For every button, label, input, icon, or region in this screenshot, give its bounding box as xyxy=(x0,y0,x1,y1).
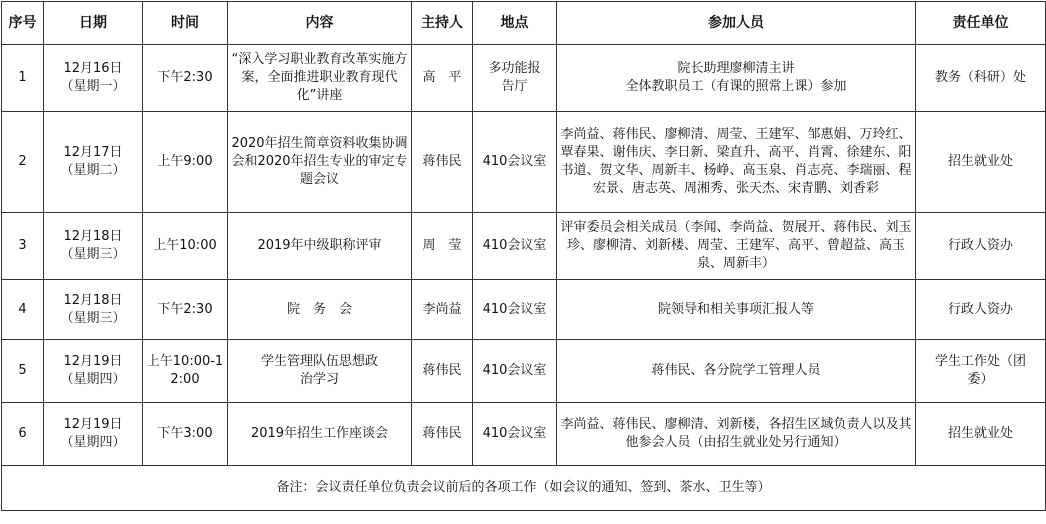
table-row xyxy=(2,45,1046,112)
cell-date xyxy=(44,340,143,403)
cell-content: 2020年招生简章资料收集协调会和2020年招生专业的审定专题会议 xyxy=(228,112,412,213)
cell-place: 多功能报告厅 xyxy=(473,45,557,112)
header-unit: 责任单位 xyxy=(916,2,1046,45)
weekday-text: （星期一） xyxy=(60,79,126,94)
cell-unit: 学生工作处（团委） xyxy=(916,340,1046,403)
note-row xyxy=(2,466,1046,511)
date-text: 12月18日 xyxy=(63,229,123,244)
cell-date xyxy=(44,112,143,213)
cell-date xyxy=(44,403,143,466)
cell-time: 下午2:30 xyxy=(143,280,228,340)
cell-content: 2019年中级职称评审 xyxy=(228,213,412,280)
cell-place: 410会议室 xyxy=(473,340,557,403)
header-participants: 参加人员 xyxy=(557,2,916,45)
header-no: 序号 xyxy=(2,2,44,45)
table-row xyxy=(2,213,1046,280)
header-time: 时间 xyxy=(143,2,228,45)
cell-time: 上午10:00 xyxy=(143,213,228,280)
cell-unit: 行政人资办 xyxy=(916,280,1046,340)
table-row xyxy=(2,112,1046,213)
cell-no: 5 xyxy=(2,340,44,403)
cell-content: 院 务 会 xyxy=(228,280,412,340)
header-place: 地点 xyxy=(473,2,557,45)
table-note: 备注：会议责任单位负责会议前后的各项工作（如会议的通知、签到、茶水、卫生等） xyxy=(2,466,1046,511)
cell-host: 高 平 xyxy=(412,45,473,112)
header-host: 主持人 xyxy=(412,2,473,45)
cell-place: 410会议室 xyxy=(473,280,557,340)
cell-no: 4 xyxy=(2,280,44,340)
cell-participants: 院领导和相关事项汇报人等 xyxy=(557,280,916,340)
cell-host: 蒋伟民 xyxy=(412,112,473,213)
cell-participants: 蒋伟民、各分院学工管理人员 xyxy=(557,340,916,403)
header-date: 日期 xyxy=(44,2,143,45)
participant-line: 院长助理廖柳清主讲 xyxy=(677,61,795,76)
cell-unit: 招生就业处 xyxy=(916,403,1046,466)
table-row xyxy=(2,340,1046,403)
cell-date xyxy=(44,213,143,280)
header-row xyxy=(2,2,1046,45)
weekday-text: （星期三） xyxy=(60,247,126,262)
cell-participants: 李尚益、蒋伟民、廖柳清、周莹、王建军、邹惠娟、万玲红、覃春果、谢伟庆、李日新、梁直升、高平、肖霄、徐建东、阳书道、贺文华、周新丰、杨峥、高玉泉、肖志亮、李瑞丽、程宏景、唐志英、周湘秀、张天杰、宋青鹏、刘香彩 xyxy=(557,112,916,213)
cell-content: 学生管理队伍思想政治学习 xyxy=(228,340,412,403)
cell-host: 蒋伟民 xyxy=(412,403,473,466)
header-content: 内容 xyxy=(228,2,412,45)
participant-line: 全体教职员工（有课的照常上课）参加 xyxy=(625,79,847,94)
cell-participants: 评审委员会相关成员（李闻、李尚益、贺展开、蒋伟民、刘玉珍、廖柳清、刘新楼、周莹、王建军、高平、曾超益、高玉泉、周新丰） xyxy=(557,213,916,280)
cell-date xyxy=(44,280,143,340)
cell-time: 上午10:00-12:00 xyxy=(143,340,228,403)
cell-no: 1 xyxy=(2,45,44,112)
cell-host: 蒋伟民 xyxy=(412,340,473,403)
cell-time: 下午3:00 xyxy=(143,403,228,466)
cell-unit: 招生就业处 xyxy=(916,112,1046,213)
cell-date xyxy=(44,45,143,112)
cell-no: 2 xyxy=(2,112,44,213)
cell-unit: 行政人资办 xyxy=(916,213,1046,280)
weekday-text: （星期四） xyxy=(60,372,126,387)
date-text: 12月19日 xyxy=(63,354,123,369)
cell-host: 周 莹 xyxy=(412,213,473,280)
cell-participants: 李尚益、蒋伟民、廖柳清、刘新楼，各招生区域负责人以及其他参会人员（由招生就业处另行通知） xyxy=(557,403,916,466)
cell-time: 下午2:30 xyxy=(143,45,228,112)
table-row xyxy=(2,403,1046,466)
table-row xyxy=(2,280,1046,340)
cell-host: 李尚益 xyxy=(412,280,473,340)
date-text: 12月18日 xyxy=(63,292,123,308)
cell-place: 410会议室 xyxy=(473,403,557,466)
date-text: 12月16日 xyxy=(63,61,123,76)
weekday-text: （星期三） xyxy=(60,310,126,326)
date-text: 12月19日 xyxy=(63,417,123,432)
cell-time: 上午9:00 xyxy=(143,112,228,213)
weekday-text: （星期四） xyxy=(60,435,126,450)
weekday-text: （星期二） xyxy=(60,163,126,178)
cell-participants xyxy=(557,45,916,112)
cell-no: 6 xyxy=(2,403,44,466)
cell-no: 3 xyxy=(2,213,44,280)
meeting-schedule-table xyxy=(1,1,1046,511)
cell-unit: 教务（科研）处 xyxy=(916,45,1046,112)
cell-content: “深入学习职业教育改革实施方案，全面推进职业教育现代化”讲座 xyxy=(228,45,412,112)
cell-place: 410会议室 xyxy=(473,213,557,280)
cell-content: 2019年招生工作座谈会 xyxy=(228,403,412,466)
cell-place: 410会议室 xyxy=(473,112,557,213)
date-text: 12月17日 xyxy=(63,145,123,160)
